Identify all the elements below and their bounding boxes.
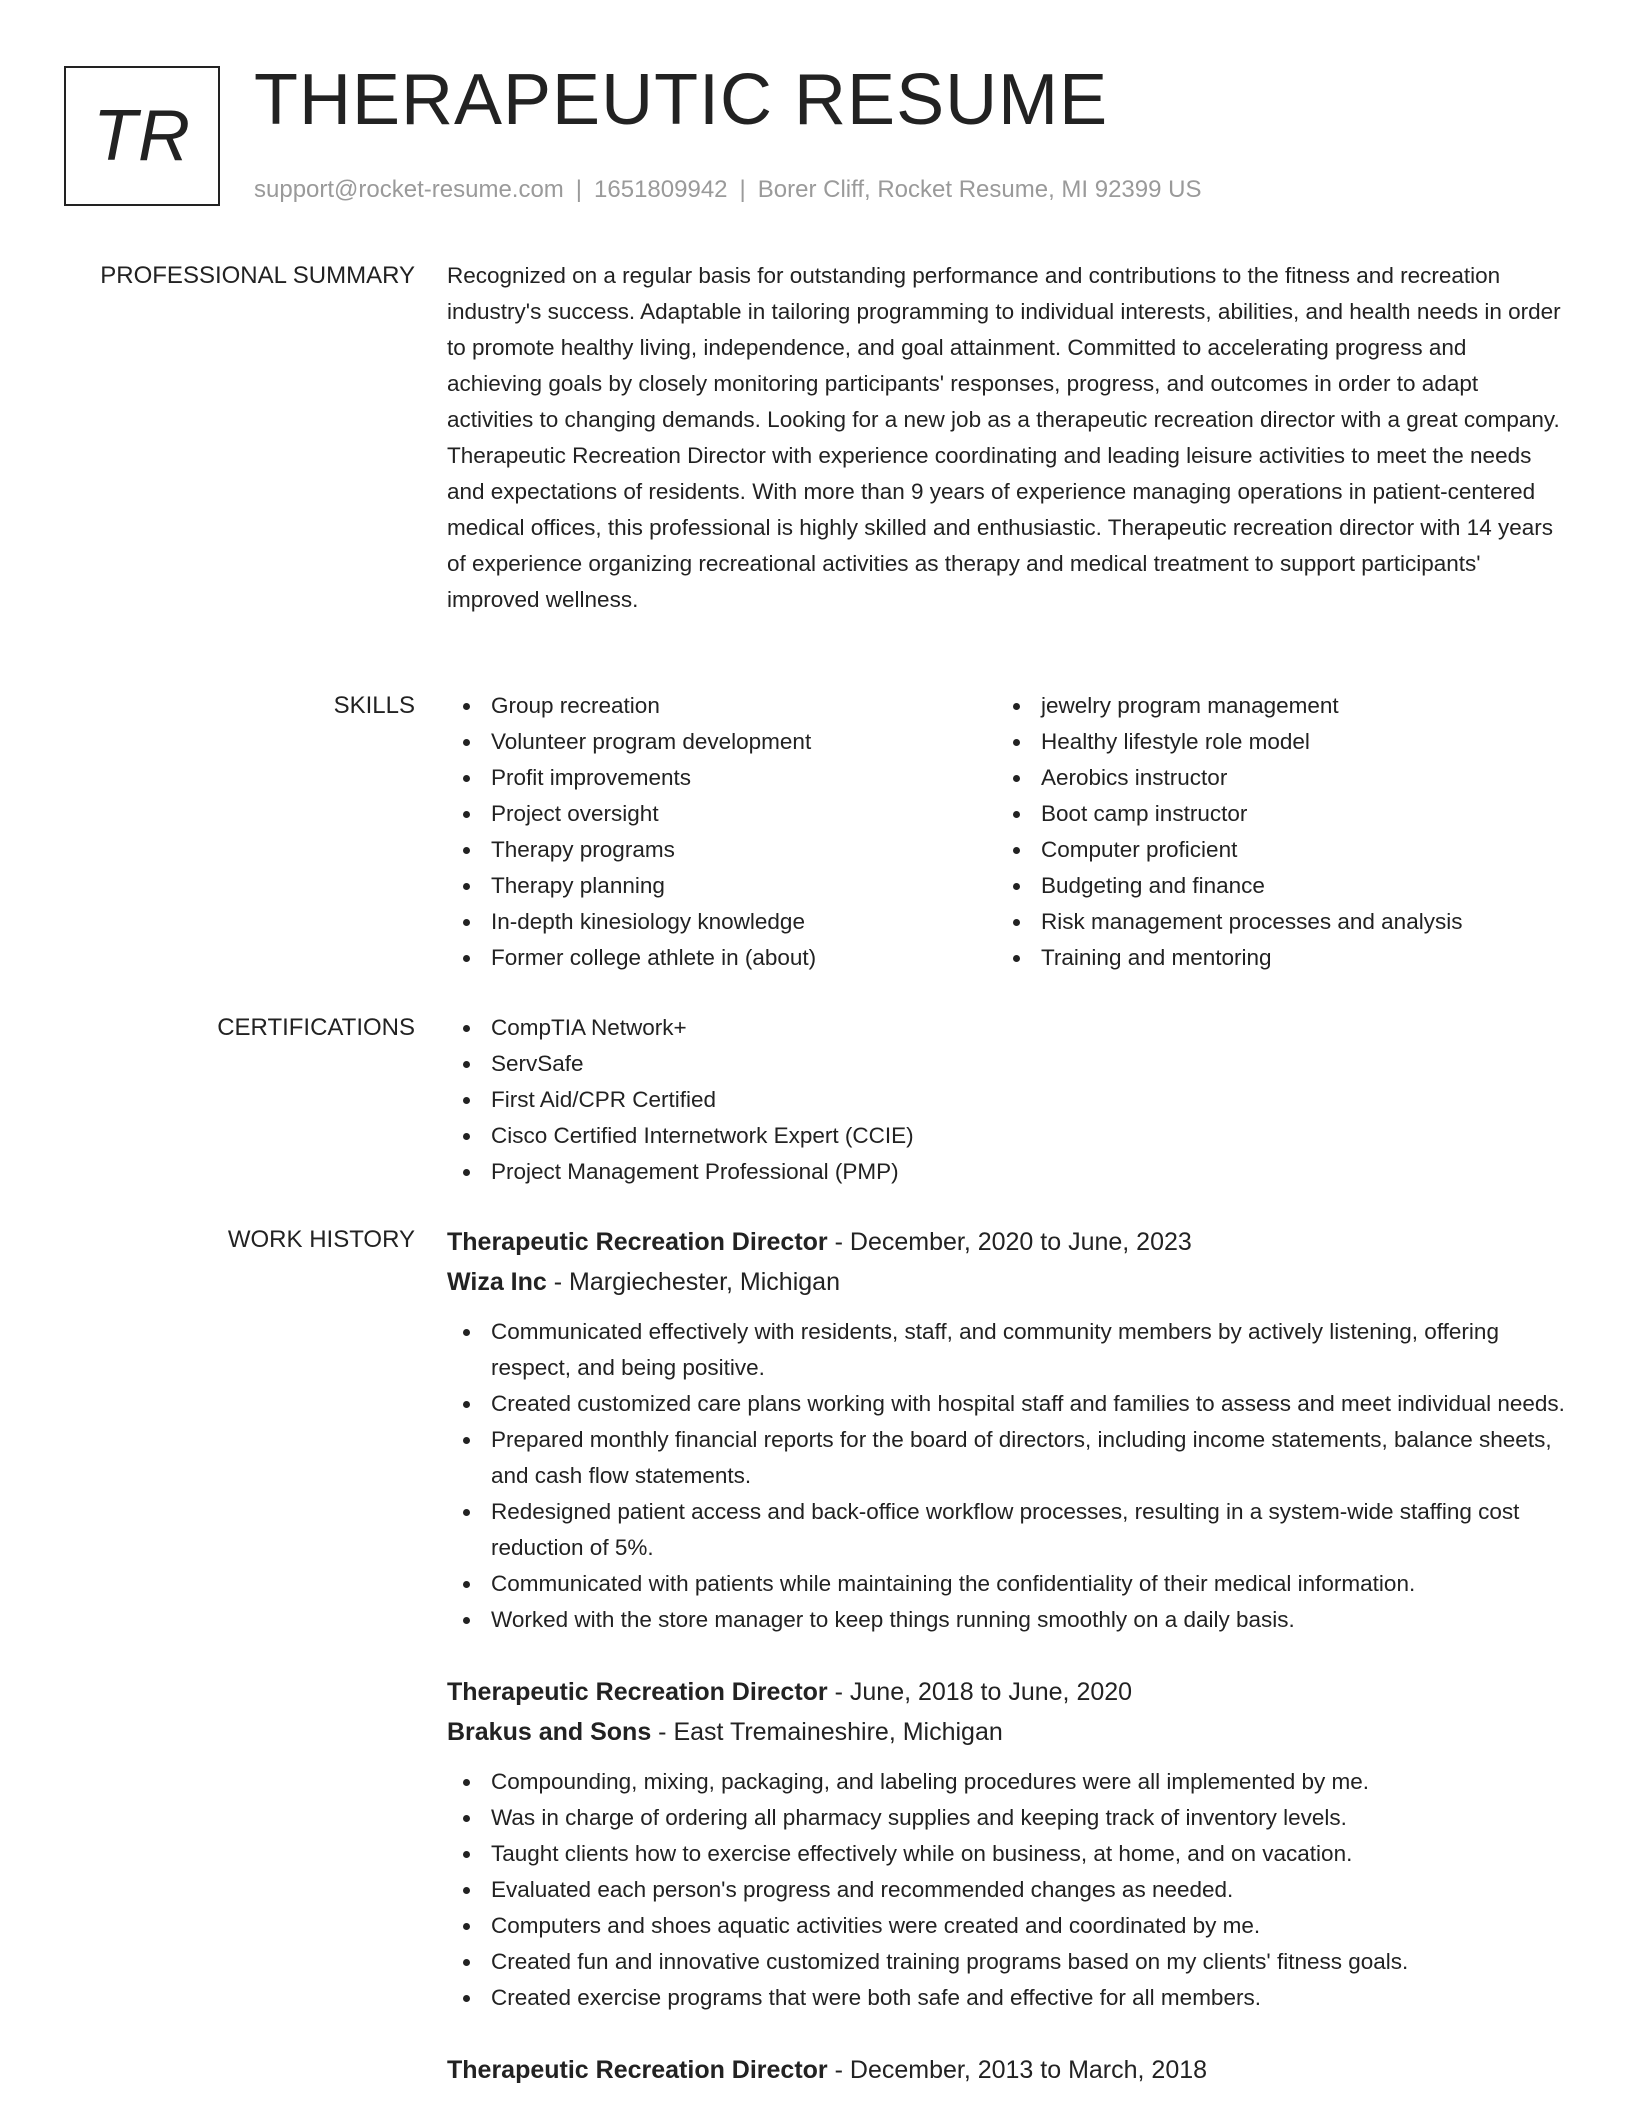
skills-body [447, 688, 1567, 976]
certifications-list [447, 1010, 1567, 1190]
job-duty-item: Worked with the store manager to keep things running smoothly on a daily basis. [447, 1602, 1567, 1638]
job-location: - East Tremaineshire, Michigan [651, 1718, 1003, 1746]
job-duty-item: Communicated with patients while maintaining the confidentiality of their medical information. [447, 1566, 1567, 1602]
job-entry [447, 1222, 1567, 1638]
skill-item: Therapy planning [447, 868, 997, 904]
job-duties-list [447, 1764, 1567, 2016]
job-company-line [447, 1712, 1567, 1752]
skill-item: Former college athlete in (about) [447, 940, 997, 976]
job-duty-item: Created fun and innovative customized training programs based on my clients' fitness goals. [447, 1944, 1567, 1980]
job-duty-item: Taught clients how to exercise effectively while on business, at home, and on vacation. [447, 1836, 1567, 1872]
section-heading: PROFESSIONAL SUMMARY [100, 262, 415, 289]
job-duty-item: Was in charge of ordering all pharmacy supplies and keeping track of inventory levels. [447, 1800, 1567, 1836]
skill-item: Profit improvements [447, 760, 997, 796]
job-dates: - June, 2018 to June, 2020 [827, 1678, 1133, 1706]
work-history-body [447, 1222, 1567, 2124]
certification-item: CompTIA Network+ [447, 1010, 1567, 1046]
job-duty-item: Created exercise programs that were both safe and effective for all members. [447, 1980, 1567, 2016]
job-duty-item: Computers and shoes aquatic activities were created and coordinated by me. [447, 1908, 1567, 1944]
job-duty-item: Compounding, mixing, packaging, and labeling procedures were all implemented by me. [447, 1764, 1567, 1800]
contact-line [254, 174, 1201, 206]
job-company-line [447, 1262, 1567, 1302]
contact-address: Borer Cliff, Rocket Resume, MI 92399 US [757, 176, 1202, 203]
certification-item: Cisco Certified Internetwork Expert (CCIE) [447, 1118, 1567, 1154]
job-duty-item: Evaluated each person's progress and recommended changes as needed. [447, 1872, 1567, 1908]
job-company: Brakus and Sons [447, 1718, 652, 1746]
skill-item: Group recreation [447, 688, 997, 724]
skill-item: Boot camp instructor [997, 796, 1547, 832]
skill-item: Project oversight [447, 796, 997, 832]
job-dates: - December, 2013 to March, 2018 [827, 2056, 1208, 2084]
skill-item: Therapy programs [447, 832, 997, 868]
contact-separator: | [739, 176, 746, 203]
certification-item: ServSafe [447, 1046, 1567, 1082]
section-heading: CERTIFICATIONS [217, 1014, 415, 1041]
skills-list-right [997, 688, 1547, 976]
job-title: Therapeutic Recreation Director [447, 1228, 828, 1256]
job-location: - Margiechester, Michigan [546, 1268, 840, 1296]
certification-item: Project Management Professional (PMP) [447, 1154, 1567, 1190]
job-title: Therapeutic Recreation Director [447, 2056, 828, 2084]
job-company: Wiza Inc [447, 1268, 547, 1296]
job-duty-item: Redesigned patient access and back-office workflow processes, resulting in a system-wide staffing cost reduction of 5%. [447, 1494, 1567, 1566]
job-duty-item: Communicated effectively with residents, staff, and community members by actively listening, offering respect, and being positive. [447, 1314, 1567, 1386]
skill-item: Healthy lifestyle role model [997, 724, 1547, 760]
job-entry [447, 1672, 1567, 2016]
skill-item: In-depth kinesiology knowledge [447, 904, 997, 940]
section-heading: SKILLS [333, 692, 415, 719]
section-heading: WORK HISTORY [227, 1226, 415, 1253]
resume-title: THERAPEUTIC RESUME [254, 60, 1109, 140]
job-title-line [447, 1222, 1567, 1262]
certification-item: First Aid/CPR Certified [447, 1082, 1567, 1118]
skill-item: jewelry program management [997, 688, 1547, 724]
job-duty-item: Created customized care plans working with hospital staff and families to assess and meet individual needs. [447, 1386, 1567, 1422]
skill-item: Aerobics instructor [997, 760, 1547, 796]
summary-text: Recognized on a regular basis for outstanding performance and contributions to the fitness and recreation industry's success. Adaptable in tailoring programming to individual interests, abilities, and health needs in order to promote healthy living, independence, and goal attainment. Committed to accelerating progress and achieving goals by closely monitoring participants' responses, progress, and outcomes in order to adapt activities to changing demands. Looking for a new job as a therapeutic recreation director with a great company. Therapeutic Recreation Director with experience coordinating and leading leisure activities to meet the needs and expectations of residents. With more than 9 years of experience managing operations in patient-centered medical offices, this professional is highly skilled and enthusiastic. Therapeutic recreation director with 14 years of experience organizing recreational activities as therapy and medical treatment to support participants' improved wellness. [447, 263, 1561, 612]
contact-separator: | [575, 176, 583, 203]
certifications-body [447, 1010, 1567, 1190]
contact-email: support@rocket-resume.com [254, 176, 564, 203]
contact-phone: 1651809942 [594, 176, 728, 203]
job-dates: - December, 2020 to June, 2023 [827, 1228, 1192, 1256]
skill-item: Volunteer program development [447, 724, 997, 760]
skill-item: Training and mentoring [997, 940, 1547, 976]
job-title-line [447, 2050, 1567, 2090]
monogram-logo: TR [64, 66, 220, 206]
job-entry [447, 2050, 1567, 2090]
skill-item: Budgeting and finance [997, 868, 1547, 904]
job-title: Therapeutic Recreation Director [447, 1678, 828, 1706]
job-duties-list [447, 1314, 1567, 1638]
job-duty-item: Prepared monthly financial reports for the board of directors, including income statements, balance sheets, and cash flow statements. [447, 1422, 1567, 1494]
skill-item: Risk management processes and analysis [997, 904, 1547, 940]
skills-list-left [447, 688, 997, 976]
job-title-line [447, 1672, 1567, 1712]
skill-item: Computer proficient [997, 832, 1547, 868]
